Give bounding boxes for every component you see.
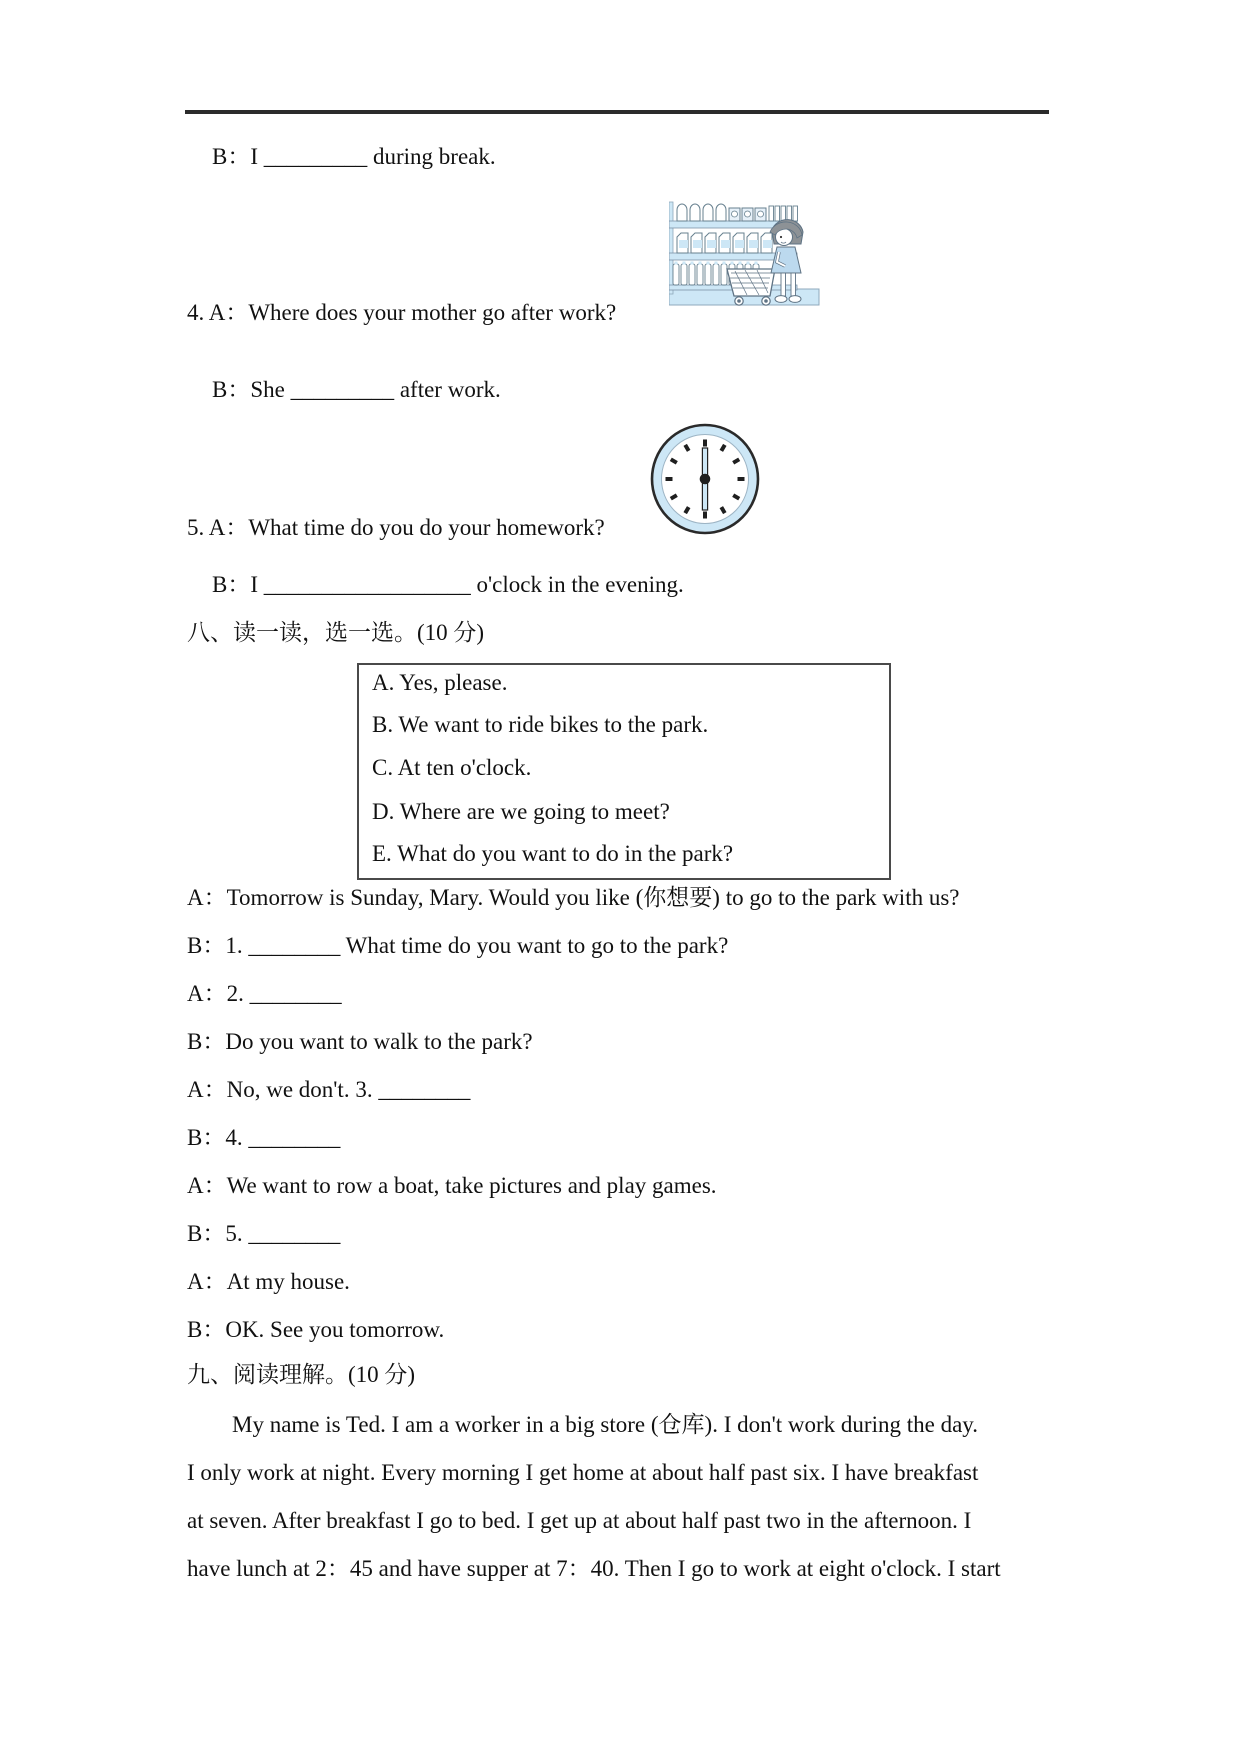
passage-line-3: at seven. After breakfast I go to bed. I get up at about half past two in the afternoon. I	[187, 1508, 972, 1533]
choice-option-b: B. We want to ride bikes to the park.	[372, 712, 709, 737]
supermarket-illustration	[669, 192, 823, 310]
clock-illustration	[650, 423, 760, 535]
choice-box	[357, 663, 891, 880]
choice-option-e: E. What do you want to do in the park?	[372, 841, 734, 866]
choice-option-d: D. Where are we going to meet?	[372, 799, 670, 824]
section-nine-heading: 九、阅读理解。(10 分)	[187, 1362, 416, 1387]
question-4b-line: B：She _________ after work.	[212, 377, 501, 402]
question-5a-line: 5. A：What time do you do your homework?	[187, 515, 605, 540]
question-5b-line: B：I __________________ o'clock in the evening.	[212, 572, 684, 597]
dialogue-line-1: A：Tomorrow is Sunday, Mary. Would you like (你想要) to go to the park with us?	[187, 885, 960, 910]
header-rule	[185, 110, 1049, 114]
dialogue-line-3: A：2. ________	[187, 981, 342, 1006]
choice-option-a: A. Yes, please.	[372, 670, 508, 695]
passage-line-2: I only work at night. Every morning I get home at about half past six. I have breakfast	[187, 1460, 979, 1485]
dialogue-line-6: B：4. ________	[187, 1125, 341, 1150]
dialogue-line-5: A：No, we don't. 3. ________	[187, 1077, 471, 1102]
dialogue-line-4: B：Do you want to walk to the park?	[187, 1029, 533, 1054]
dialogue-line-7: A：We want to row a boat, take pictures and play games.	[187, 1173, 717, 1198]
dialogue-line-9: A：At my house.	[187, 1269, 350, 1294]
clock-hub	[700, 474, 711, 485]
choice-option-c: C. At ten o'clock.	[372, 755, 532, 780]
passage-line-4: have lunch at 2：45 and have supper at 7：40. Then I go to work at eight o'clock. I start	[187, 1556, 1001, 1581]
question-4a-line: 4. A：Where does your mother go after work?	[187, 300, 617, 325]
passage-line-1: My name is Ted. I am a worker in a big store (仓库). I don't work during the day.	[232, 1412, 979, 1437]
dialogue-line-8: B：5. ________	[187, 1221, 341, 1246]
dialogue-line-2: B：1. ________ What time do you want to go to the park?	[187, 933, 729, 958]
dialogue-line-10: B：OK. See you tomorrow.	[187, 1317, 445, 1342]
question-3b-line: B：I _________ during break.	[212, 144, 496, 169]
section-eight-heading: 八、读一读，选一选。(10 分)	[187, 620, 485, 645]
